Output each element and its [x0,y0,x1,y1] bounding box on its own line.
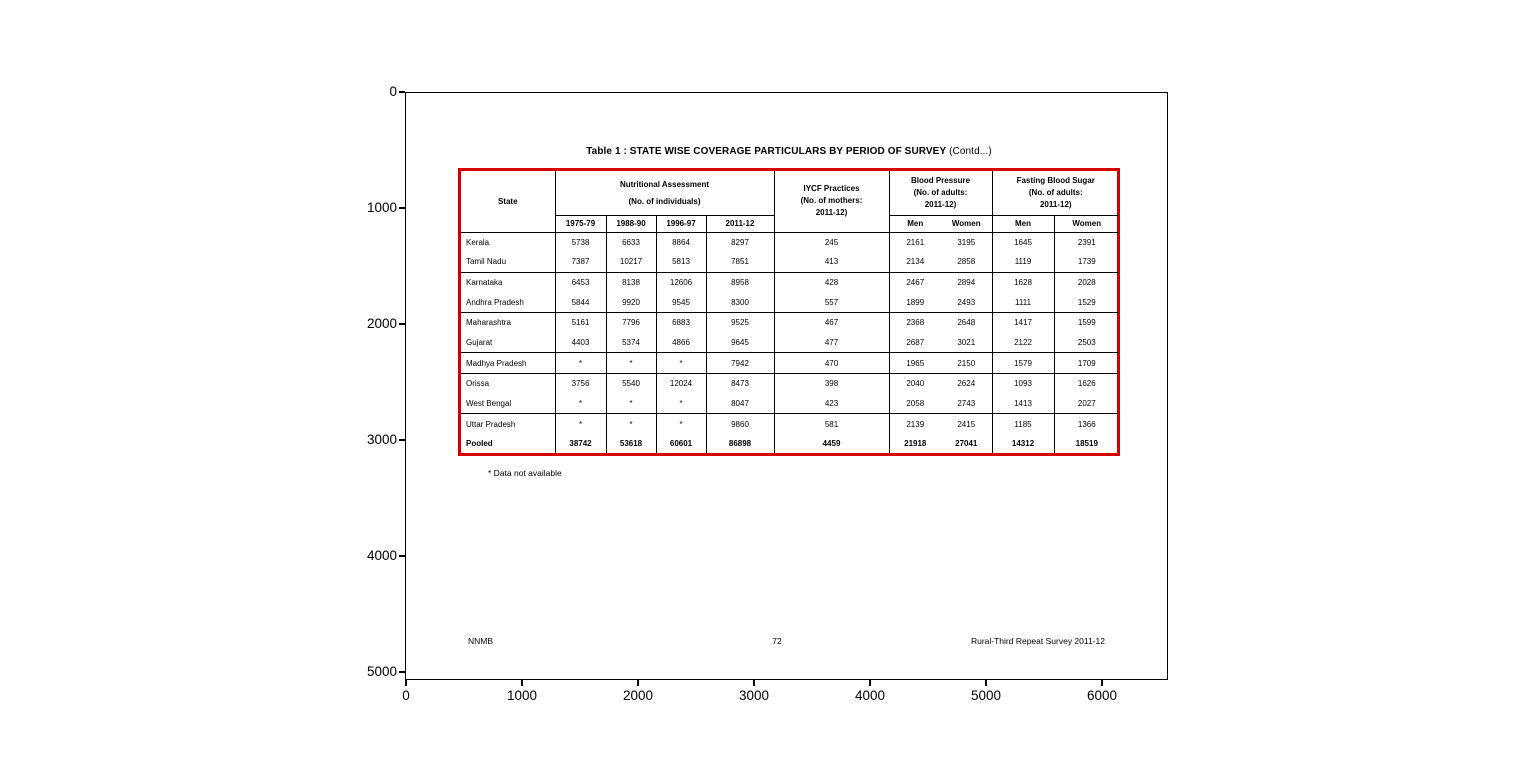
value-cell: 5813 [656,252,706,272]
value-cell: 6453 [555,272,606,292]
value-cell: 1417 [992,312,1054,332]
value-cell: 2027 [1054,394,1119,414]
value-cell: 1366 [1054,414,1119,434]
value-cell: 2687 [889,332,941,352]
y-axis-tick-label: 3000 [366,432,397,447]
state-cell: Andhra Pradesh [461,292,555,312]
value-cell: 1111 [992,292,1054,312]
value-cell: 8047 [706,394,774,414]
header-fbs-men: Men [992,215,1054,232]
value-cell: 2493 [941,292,992,312]
state-cell: Karnataka [466,277,503,287]
header-nutritional-assessment: Nutritional Assessment (No. of individuals) [555,171,774,215]
footer-survey-name: Rural-Third Repeat Survey 2011-12 [970,636,1105,646]
table-row [461,434,1119,453]
value-cell: 1529 [1054,292,1119,312]
y-axis-tick [399,207,405,209]
y-axis-tick-label: 2000 [366,316,397,331]
value-cell: 1899 [889,292,941,312]
state-cell: Kerala [466,237,490,247]
header-bp-women: Women [941,215,992,232]
value-cell: 5844 [555,292,606,312]
value-cell: 9525 [706,312,774,332]
value-cell: 2415 [957,419,976,429]
value-cell: 581 [774,414,889,434]
value-cell: 8138 [606,272,656,292]
header-blood-pressure: Blood Pressure (No. of adults: 2011-12) [889,171,992,215]
value-cell: 6633 [606,232,656,252]
x-axis-tick-label: 0 [402,688,410,703]
x-axis-tick [753,680,755,686]
y-axis-tick-label: 0 [389,84,397,99]
value-cell: 2391 [1054,232,1119,252]
value-cell: * [555,394,606,414]
value-cell: 1579 [992,352,1054,373]
table-row [461,292,1119,312]
value-cell: 5374 [606,332,656,352]
table-row [461,232,1119,252]
value-cell: 2368 [889,312,941,332]
value-cell: 2161 [889,232,941,252]
table-row [461,414,1119,434]
value-cell: 12606 [656,272,706,292]
value-cell: 1628 [992,272,1054,292]
header-year-2011-12: 2011-12 [706,215,774,232]
value-cell: 2122 [992,332,1054,352]
x-axis-tick [869,680,871,686]
value-cell: 53618 [606,434,656,453]
value-cell: 2894 [957,277,976,287]
x-axis-tick-label: 6000 [1086,688,1118,703]
header-year-1996-97: 1996-97 [656,215,706,232]
value-cell: 9920 [606,292,656,312]
value-cell: * [555,414,606,434]
header-fbs-women: Women [1054,215,1119,232]
value-cell: 413 [774,252,889,272]
coverage-table [458,168,1120,456]
table-row [461,332,1119,352]
value-cell: 21918 [889,434,941,453]
table-row [461,394,1119,414]
table-row [461,374,1119,394]
value-cell: 27041 [955,438,978,448]
value-cell: 2150 [941,352,992,373]
y-axis-tick [399,323,405,325]
value-cell: 10217 [606,252,656,272]
value-cell: * [606,394,656,414]
header-bp-men: Men [889,215,941,232]
value-cell: * [606,414,656,434]
header-year-1988-90: 1988-90 [606,215,656,232]
document-title [460,146,1118,157]
table-row [461,312,1119,332]
value-cell: 2858 [941,252,992,272]
value-cell: 3021 [941,332,992,352]
header-year-1975-79: 1975-79 [555,215,606,232]
value-cell: * [555,352,606,373]
header-fasting-blood-sugar: Fasting Blood Sugar (No. of adults: 2011-12) [992,171,1119,215]
x-axis-tick-label: 4000 [854,688,886,703]
value-cell: 2028 [1054,272,1119,292]
value-cell: 4459 [774,434,889,453]
header-state: State [461,171,555,232]
value-cell: * [656,414,706,434]
state-cell: Orissa [466,379,490,389]
document-title-text: Table 1 : STATE WISE COVERAGE PARTICULARS BY PERIOD OF SURVEY [586,146,947,157]
value-cell: 7387 [555,252,606,272]
value-cell: 14312 [992,434,1054,453]
value-cell: * [606,352,656,373]
value-cell: 1626 [1054,374,1119,394]
value-cell: 470 [774,352,889,373]
header-iycf: IYCF Practices (No. of mothers: 2011-12) [774,171,889,232]
value-cell: 2624 [957,379,976,389]
value-cell: 7796 [606,312,656,332]
value-cell: 467 [774,312,889,332]
x-axis-tick [405,680,407,686]
state-cell: West Bengal [461,394,555,414]
x-axis-tick [637,680,639,686]
value-cell: 2040 [889,374,941,394]
x-axis-tick-label: 5000 [970,688,1002,703]
y-axis-tick-label: 4000 [366,548,397,563]
value-cell: 7942 [706,352,774,373]
value-cell: 2134 [889,252,941,272]
x-axis-tick [985,680,987,686]
value-cell: 428 [774,272,889,292]
page-number: 72 [772,636,782,646]
value-cell: 2467 [889,272,941,292]
x-axis-tick-label: 3000 [738,688,770,703]
value-cell: 8958 [706,272,774,292]
table-row [461,252,1119,272]
value-cell: 3195 [957,237,976,247]
value-cell: 398 [774,374,889,394]
y-axis-tick [399,671,405,673]
value-cell: 3756 [555,374,606,394]
value-cell: 8473 [706,374,774,394]
value-cell: 423 [774,394,889,414]
value-cell: 60601 [656,434,706,453]
value-cell: 5161 [555,312,606,332]
value-cell: 5738 [555,232,606,252]
table-row [461,272,1119,292]
footer-org: NNMB [468,636,494,646]
x-axis-tick-label: 1000 [506,688,538,703]
value-cell: 8300 [706,292,774,312]
value-cell: 9545 [656,292,706,312]
value-cell: 4866 [656,332,706,352]
value-cell: 2139 [889,414,941,434]
x-axis-tick-label: 2000 [622,688,654,703]
value-cell: 477 [774,332,889,352]
value-cell: 8297 [706,232,774,252]
state-cell: Pooled [466,438,493,448]
value-cell: 9860 [706,414,774,434]
state-cell: Gujarat [461,332,555,352]
value-cell: 1185 [992,414,1054,434]
value-cell: 38742 [555,434,606,453]
state-cell: Madhya Pradesh [461,352,555,373]
document-title-contd: (Contd...) [946,146,992,157]
value-cell: 12024 [656,374,706,394]
value-cell: 86898 [706,434,774,453]
x-axis-tick [1101,680,1103,686]
value-cell: 2058 [889,394,941,414]
y-axis-tick-label: 5000 [366,664,397,679]
footnote: * Data not available [488,468,562,478]
value-cell: 1599 [1054,312,1119,332]
value-cell: * [656,394,706,414]
y-axis-tick [399,439,405,441]
x-axis-tick [521,680,523,686]
state-cell: Maharashtra [466,318,511,328]
value-cell: 1093 [992,374,1054,394]
value-cell: 1413 [992,394,1054,414]
value-cell: 1709 [1054,352,1119,373]
value-cell: 6883 [656,312,706,332]
value-cell: 1739 [1054,252,1119,272]
value-cell: 1645 [992,232,1054,252]
value-cell: 245 [774,232,889,252]
state-cell: Uttar Pradesh [466,419,516,429]
value-cell: 2648 [957,318,976,328]
value-cell: 5540 [606,374,656,394]
value-cell: * [656,352,706,373]
value-cell: 2743 [941,394,992,414]
value-cell: 1119 [992,252,1054,272]
value-cell: 9645 [706,332,774,352]
table-row [461,352,1119,373]
state-cell: Tamil Nadu [461,252,555,272]
value-cell: 7851 [706,252,774,272]
value-cell: 1965 [889,352,941,373]
y-axis-tick [399,91,405,93]
value-cell: 557 [774,292,889,312]
value-cell: 4403 [555,332,606,352]
value-cell: 8864 [656,232,706,252]
y-axis-tick-label: 1000 [366,200,397,215]
value-cell: 2503 [1054,332,1119,352]
y-axis-tick [399,555,405,557]
value-cell: 18519 [1054,434,1119,453]
